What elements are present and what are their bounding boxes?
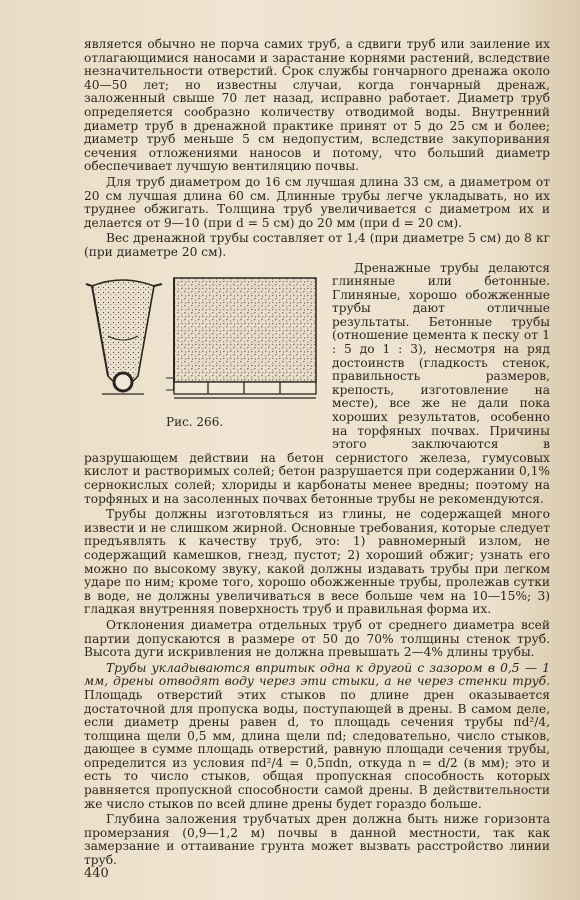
paragraph-7-rest: Площадь отверстий этих стыков по длине дрен оказывается достаточной для пропуска воды, поступающей в дрены. В самом деле, если диаметр дрены равен d, то площадь сечения трубы πd²/4, толщина щели 0,5 мм, длина щели πd; следовательно, число стыков, дающее в сумме площадь отверстий, равную площади сечения трубы, определится из условия πd²/4 = 0,5πdn, откуда n = d/2 (в мм); это и есть то число стыков, общая пропускная способность которых равняется пропускной способности самой дрены. В действительности же число стыков по всей длине дрены будет гораздо больше. bbox=[84, 687, 550, 811]
page-number: 440 bbox=[84, 866, 109, 881]
paragraph-8: Глубина заложения трубчатых дрен должна быть ниже горизонта промерзания (0,9—1,2 м) почвы в данной местности, так как замерзание и оттаивание грунта может вызвать расстройство линии труб. bbox=[84, 812, 550, 868]
paragraph-5: Трубы должны изготовляться из глины, не содержащей много извести и не слишком жирной. Основные требования, которые следует предъявлять к качеству труб, это: 1) равномерный излом, не содержащий камешков, гнезд, пустот; 2) хороший обжиг; узнать его можно по высокому звуку, какой должны издавать трубы при легком ударе по ним; кроме того, хорошо обожженные трубы, пролежав сутки в воде, не должны увеличиваться в весе больше чем на 10—15%; 3) гладкая внутренняя поверхность труб и правильная форма их. bbox=[84, 507, 550, 617]
figure-caption: Рис. 266. bbox=[166, 414, 224, 429]
figure-266 bbox=[82, 266, 322, 446]
page-text bbox=[84, 38, 550, 870]
paragraph-2: Для труб диаметром до 16 см лучшая длина 33 см, а диаметром от 20 см лучшая длина 60 см. Длинные трубы легче укладывать, но их труднее обжигать. Толщина труб увеличивается с диаметром их и делается от 9—10 (при d = 5 см) до 20 мм (при d = 20 см). bbox=[84, 174, 550, 230]
paragraph-7 bbox=[84, 662, 550, 812]
paragraph-4: Дренажные трубы делаются глиняные или бетонные. Глиняные, хорошо обожженные трубы дают отличные результаты. Бетонные трубы (отношение цемента к песку от 1 : 5 до 1 : 3), несмотря на ряд достоинств (гладкость стенок, правильность размеров, крепость, изготовление на месте), все же не дали пока хороших результатов, особенно на торфяных почвах. Причины этого заключаются в разрушающем действии на бетон сернистого железа, гумусовых кислот и растворимых солей; бетон разрушается при содержании 0,1% сернокислых солей; хлориды и карбонаты менее вредны; поэтому на торфяных и на засоленных почвах бетонные трубы не рекомендуются. bbox=[84, 260, 550, 506]
paragraph-3: Вес дренажной трубы составляет от 1,4 (при диаметре 5 см) до 8 кг (при диаметре 20 см). bbox=[84, 231, 550, 259]
paragraph-1: является обычно не порча самих труб, а сдвиги труб или заиление их отлагающимися наносами и зарастание корнями растений, вследствие незначительности отверстий. Срок службы гончарного дренажа около 40—50 лет; но известны случаи, когда гончарный дренаж, заложенный свыше 70 лет назад, исправно работает. Диаметр труб определяется сообразно количеству отводимой воды. Внутренний диаметр труб в дренажной практике принят от 5 до 25 см и более; диаметр труб меньше 5 см недопустим, вследствие закупоривания сечения отложениями наносов и потому, что больший диаметр обеспечивает лучшую вентиляцию почвы. bbox=[84, 37, 550, 174]
paragraph-7-italic: Трубы укладываются впритык одна к другой с зазором в 0,5 — 1 мм, дрены отводят воду через эти стыки, а не через стенки труб. bbox=[84, 660, 550, 689]
paragraph-6: Отклонения диаметра отдельных труб от среднего диаметра всей партии допускаются в размере от 50 до 70% толщины стенок труб. Высота дуги искривления не должна превышать 2—4% длины трубы. bbox=[84, 617, 550, 660]
